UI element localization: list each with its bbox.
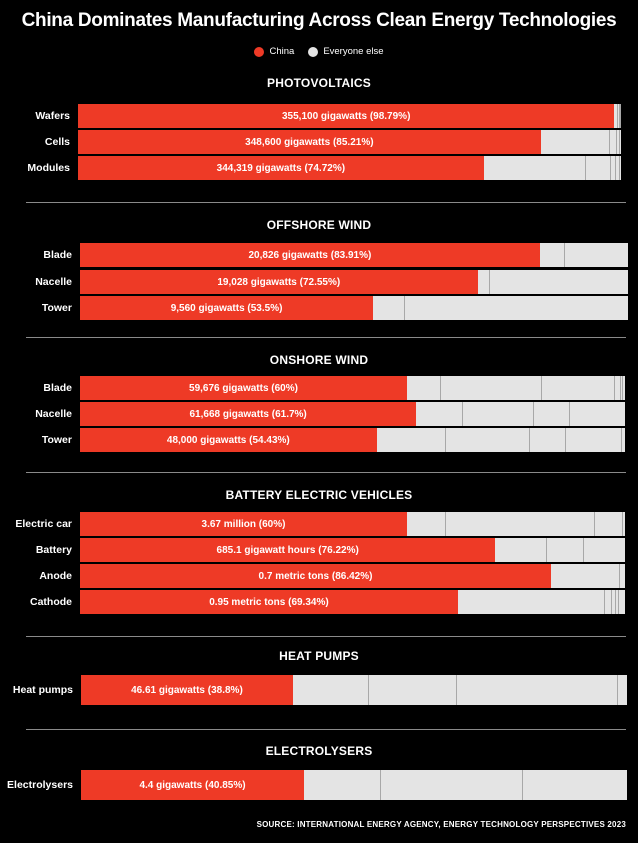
row-label-onshore-wind-blade: Blade [43, 382, 72, 394]
bar-value-label-photovoltaics-cells: 348,600 gigawatts (85.21%) [245, 136, 374, 148]
bar-segment-divider [615, 590, 616, 614]
bar-segment-divider [445, 428, 446, 452]
bar-segment-divider [619, 564, 620, 588]
row-label-photovoltaics-modules: Modules [27, 162, 70, 174]
bar-segment-divider [610, 156, 611, 180]
bar-track-offshore-wind-tower [80, 296, 628, 320]
legend-label-china: China [269, 46, 295, 57]
section-title-photovoltaics: PHOTOVOLTAICS [267, 76, 371, 90]
bar-track-battery-electric-vehicles-cathode [80, 590, 625, 614]
bar-track-photovoltaics-cells [78, 130, 621, 154]
chart-title: China Dominates Manufacturing Across Clean Energy Technologies [21, 10, 617, 31]
bar-segment-divider [594, 512, 595, 536]
legend [0, 46, 638, 57]
bar-segment-divider [618, 590, 619, 614]
row-label-battery-electric-vehicles-electric-car: Electric car [15, 518, 72, 530]
bar-value-label-heat-pumps-heat-pumps: 46.61 gigawatts (38.8%) [131, 684, 243, 696]
section-divider [26, 337, 626, 338]
legend-item-china [254, 46, 294, 57]
section-divider [26, 636, 626, 637]
bar-track-electrolysers-electrolysers [81, 770, 627, 800]
section-title-onshore-wind: ONSHORE WIND [269, 353, 369, 367]
bar-segment-divider [604, 590, 605, 614]
bar-segment-divider [489, 270, 490, 294]
section-title-battery-electric-vehicles: BATTERY ELECTRIC VEHICLES [225, 488, 413, 502]
bar-value-label-battery-electric-vehicles-cathode: 0.95 metric tons (69.34%) [209, 596, 329, 608]
bar-value-label-onshore-wind-nacelle: 61,668 gigawatts (61.7%) [189, 408, 307, 420]
bar-track-offshore-wind-nacelle [80, 270, 628, 294]
section-title-offshore-wind: OFFSHORE WIND [266, 218, 372, 232]
row-label-onshore-wind-tower: Tower [41, 434, 72, 446]
bar-track-photovoltaics-modules [78, 156, 621, 180]
bar-segment-divider [615, 156, 616, 180]
row-label-battery-electric-vehicles-battery: Battery [35, 544, 72, 556]
bar-value-label-offshore-wind-tower: 9,560 gigawatts (53.5%) [170, 302, 283, 314]
bar-value-label-offshore-wind-nacelle: 19,028 gigawatts (72.55%) [217, 276, 341, 288]
bar-segment-divider [368, 675, 369, 705]
bar-track-onshore-wind-blade [80, 376, 625, 400]
bar-value-label-battery-electric-vehicles-anode: 0.7 metric tons (86.42%) [258, 570, 373, 582]
bar-track-onshore-wind-nacelle [80, 402, 625, 426]
bar-value-label-photovoltaics-modules: 344,319 gigawatts (74.72%) [216, 162, 346, 174]
bar-track-onshore-wind-tower [80, 428, 625, 452]
row-label-electrolysers-electrolysers: Electrolysers [7, 779, 73, 791]
row-label-offshore-wind-nacelle: Nacelle [35, 276, 72, 288]
bar-segment-divider [585, 156, 586, 180]
bar-segment-divider [569, 402, 570, 426]
bar-track-battery-electric-vehicles-electric-car [80, 512, 625, 536]
bar-segment-divider [404, 296, 405, 320]
bar-segment-divider [621, 428, 622, 452]
row-label-photovoltaics-wafers: Wafers [35, 110, 70, 122]
bar-segment-divider [614, 376, 615, 400]
legend-swatch-everyone-else [308, 47, 318, 57]
section-divider [26, 729, 626, 730]
bar-segment-divider [462, 402, 463, 426]
row-label-offshore-wind-blade: Blade [43, 249, 72, 261]
bar-segment-divider [546, 538, 547, 562]
row-label-battery-electric-vehicles-cathode: Cathode [30, 596, 72, 608]
bar-segment-divider [617, 675, 618, 705]
bar-segment-divider [616, 130, 617, 154]
bar-segment-divider [622, 376, 623, 400]
bar-segment-divider [533, 402, 534, 426]
legend-swatch-china [254, 47, 264, 57]
bar-track-heat-pumps-heat-pumps [81, 675, 627, 705]
bar-segment-divider [620, 104, 621, 128]
bar-value-label-onshore-wind-tower: 48,000 gigawatts (54.43%) [166, 434, 290, 446]
section-title-heat-pumps: HEAT PUMPS [279, 649, 359, 663]
bar-value-label-onshore-wind-blade: 59,676 gigawatts (60%) [189, 382, 298, 394]
bar-track-photovoltaics-wafers [78, 104, 621, 128]
section-title-electrolysers: ELECTROLYSERS [265, 744, 373, 758]
bar-segment-divider [609, 130, 610, 154]
row-label-offshore-wind-tower: Tower [41, 302, 72, 314]
bar-value-label-photovoltaics-wafers: 355,100 gigawatts (98.79%) [282, 110, 411, 122]
bar-segment-divider [456, 675, 457, 705]
bar-segment-divider [380, 770, 381, 800]
bar-segment-divider [622, 512, 623, 536]
bar-value-label-offshore-wind-blade: 20,826 gigawatts (83.91%) [248, 249, 372, 261]
bar-segment-divider [564, 243, 565, 267]
bar-segment-divider [529, 428, 530, 452]
legend-item-everyone-else [308, 46, 383, 57]
section-divider [26, 202, 626, 203]
bar-value-label-battery-electric-vehicles-battery: 685.1 gigawatt hours (76.22%) [216, 544, 359, 556]
bar-value-label-electrolysers-electrolysers: 4.4 gigawatts (40.85%) [139, 779, 246, 791]
row-label-battery-electric-vehicles-anode: Anode [39, 570, 72, 582]
bar-track-offshore-wind-blade [80, 243, 628, 267]
bar-segment-divider [620, 376, 621, 400]
bar-segment-divider [583, 538, 584, 562]
bar-segment-divider [541, 376, 542, 400]
bar-track-battery-electric-vehicles-battery [80, 538, 625, 562]
bar-segment-divider [611, 590, 612, 614]
bar-value-label-battery-electric-vehicles-electric-car: 3.67 million (60%) [201, 518, 286, 530]
bar-segment-divider [619, 156, 620, 180]
bar-segment-divider [619, 130, 620, 154]
row-label-photovoltaics-cells: Cells [44, 136, 70, 148]
bar-segment-divider [440, 376, 441, 400]
bar-segment-divider [522, 770, 523, 800]
bar-track-battery-electric-vehicles-anode [80, 564, 625, 588]
row-label-heat-pumps-heat-pumps: Heat pumps [12, 684, 73, 696]
row-label-onshore-wind-nacelle: Nacelle [35, 408, 72, 420]
section-divider [26, 472, 626, 473]
bar-segment-divider [565, 428, 566, 452]
bar-segment-divider [445, 512, 446, 536]
source-note: SOURCE: INTERNATIONAL ENERGY AGENCY, ENERGY TECHNOLOGY PERSPECTIVES 2023 [256, 820, 626, 829]
legend-label-everyone-else: Everyone else [323, 46, 384, 57]
